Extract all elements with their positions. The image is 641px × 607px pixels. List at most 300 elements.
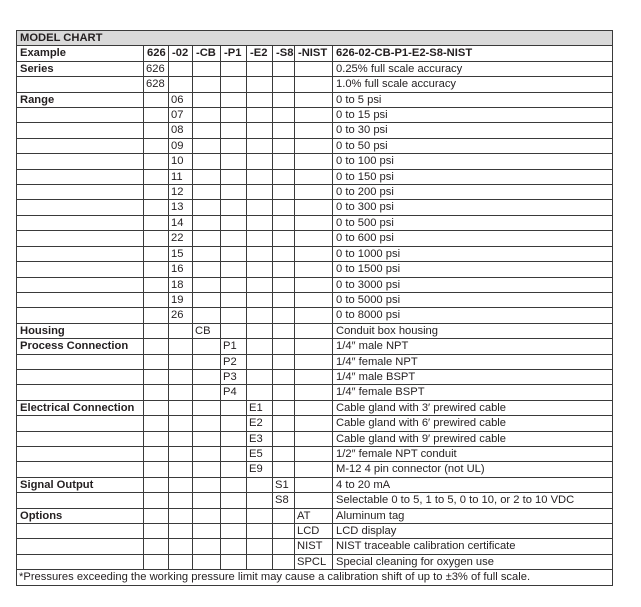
empty-cell bbox=[144, 185, 169, 200]
range-description: 0 to 1500 psi bbox=[333, 262, 613, 277]
range-description: 0 to 15 psi bbox=[333, 108, 613, 123]
empty-cell bbox=[17, 246, 144, 261]
empty-cell bbox=[273, 200, 295, 215]
empty-cell bbox=[221, 539, 247, 554]
electrical-connection-code: E2 bbox=[247, 416, 273, 431]
signal-output-description: 4 to 20 mA bbox=[333, 477, 613, 492]
empty-cell bbox=[273, 539, 295, 554]
range-description: 0 to 1000 psi bbox=[333, 246, 613, 261]
empty-cell bbox=[169, 508, 193, 523]
empty-cell bbox=[169, 385, 193, 400]
empty-cell bbox=[193, 108, 221, 123]
empty-cell bbox=[17, 493, 144, 508]
empty-cell bbox=[144, 200, 169, 215]
empty-cell bbox=[247, 369, 273, 384]
empty-cell bbox=[144, 231, 169, 246]
electrical-connection-description: M-12 4 pin connector (not UL) bbox=[333, 462, 613, 477]
signal-output-code: S1 bbox=[273, 477, 295, 492]
empty-cell bbox=[247, 200, 273, 215]
model-chart-table bbox=[16, 30, 613, 586]
empty-cell bbox=[247, 108, 273, 123]
range-description: 0 to 500 psi bbox=[333, 215, 613, 230]
empty-cell bbox=[247, 554, 273, 569]
empty-cell bbox=[273, 308, 295, 323]
process-connection-description: 1/4″ male BSPT bbox=[333, 369, 613, 384]
empty-cell bbox=[221, 262, 247, 277]
empty-cell bbox=[144, 539, 169, 554]
electrical-connection-description: Cable gland with 9′ prewired cable bbox=[333, 431, 613, 446]
empty-cell bbox=[273, 385, 295, 400]
range-description: 0 to 5000 psi bbox=[333, 292, 613, 307]
range-code: 10 bbox=[169, 154, 193, 169]
housing-code: CB bbox=[193, 323, 221, 338]
empty-cell bbox=[221, 200, 247, 215]
table-row bbox=[17, 200, 613, 215]
empty-cell bbox=[273, 246, 295, 261]
empty-cell bbox=[295, 200, 333, 215]
table-row bbox=[17, 416, 613, 431]
range-code: 13 bbox=[169, 200, 193, 215]
table-row bbox=[17, 323, 613, 338]
empty-cell bbox=[221, 169, 247, 184]
table-row bbox=[17, 292, 613, 307]
example-range-code: -02 bbox=[169, 46, 193, 61]
empty-cell bbox=[221, 554, 247, 569]
empty-cell bbox=[247, 308, 273, 323]
empty-cell bbox=[247, 61, 273, 76]
empty-cell bbox=[295, 92, 333, 107]
empty-cell bbox=[144, 462, 169, 477]
example-signal-code: -S8 bbox=[273, 46, 295, 61]
empty-cell bbox=[247, 477, 273, 492]
range-code: 07 bbox=[169, 108, 193, 123]
empty-cell bbox=[144, 431, 169, 446]
section-label-range: Range bbox=[17, 92, 144, 107]
table-row bbox=[17, 108, 613, 123]
empty-cell bbox=[295, 262, 333, 277]
series-code: 628 bbox=[144, 77, 169, 92]
empty-cell bbox=[221, 215, 247, 230]
series-description: 0.25% full scale accuracy bbox=[333, 61, 613, 76]
empty-cell bbox=[273, 508, 295, 523]
empty-cell bbox=[144, 446, 169, 461]
table-row bbox=[17, 539, 613, 554]
empty-cell bbox=[17, 446, 144, 461]
empty-cell bbox=[221, 508, 247, 523]
range-code: 22 bbox=[169, 231, 193, 246]
empty-cell bbox=[221, 308, 247, 323]
empty-cell bbox=[193, 539, 221, 554]
empty-cell bbox=[247, 169, 273, 184]
range-code: 26 bbox=[169, 308, 193, 323]
empty-cell bbox=[221, 323, 247, 338]
table-row bbox=[17, 369, 613, 384]
example-model-number: 626-02-CB-P1-E2-S8-NIST bbox=[333, 46, 613, 61]
empty-cell bbox=[273, 339, 295, 354]
empty-cell bbox=[221, 246, 247, 261]
empty-cell bbox=[169, 539, 193, 554]
empty-cell bbox=[247, 277, 273, 292]
empty-cell bbox=[193, 369, 221, 384]
empty-cell bbox=[17, 416, 144, 431]
empty-cell bbox=[295, 154, 333, 169]
empty-cell bbox=[295, 231, 333, 246]
empty-cell bbox=[144, 246, 169, 261]
options-code: LCD bbox=[295, 524, 333, 539]
empty-cell bbox=[144, 169, 169, 184]
empty-cell bbox=[169, 77, 193, 92]
empty-cell bbox=[273, 154, 295, 169]
empty-cell bbox=[221, 61, 247, 76]
empty-cell bbox=[273, 138, 295, 153]
empty-cell bbox=[193, 554, 221, 569]
empty-cell bbox=[221, 277, 247, 292]
empty-cell bbox=[221, 477, 247, 492]
empty-cell bbox=[17, 154, 144, 169]
empty-cell bbox=[193, 123, 221, 138]
empty-cell bbox=[144, 354, 169, 369]
process-connection-description: 1/4″ female BSPT bbox=[333, 385, 613, 400]
table-row bbox=[17, 477, 613, 492]
empty-cell bbox=[17, 308, 144, 323]
electrical-connection-code: E9 bbox=[247, 462, 273, 477]
empty-cell bbox=[295, 77, 333, 92]
empty-cell bbox=[144, 385, 169, 400]
empty-cell bbox=[193, 400, 221, 415]
table-row bbox=[17, 61, 613, 76]
process-connection-code: P1 bbox=[221, 339, 247, 354]
empty-cell bbox=[247, 493, 273, 508]
range-description: 0 to 50 psi bbox=[333, 138, 613, 153]
empty-cell bbox=[221, 185, 247, 200]
empty-cell bbox=[273, 231, 295, 246]
empty-cell bbox=[17, 138, 144, 153]
table-row bbox=[17, 308, 613, 323]
range-description: 0 to 3000 psi bbox=[333, 277, 613, 292]
empty-cell bbox=[295, 323, 333, 338]
empty-cell bbox=[273, 92, 295, 107]
housing-description: Conduit box housing bbox=[333, 323, 613, 338]
electrical-connection-code: E1 bbox=[247, 400, 273, 415]
empty-cell bbox=[247, 323, 273, 338]
empty-cell bbox=[247, 215, 273, 230]
empty-cell bbox=[193, 215, 221, 230]
empty-cell bbox=[17, 185, 144, 200]
empty-cell bbox=[17, 354, 144, 369]
options-description: Special cleaning for oxygen use bbox=[333, 554, 613, 569]
range-code: 14 bbox=[169, 215, 193, 230]
empty-cell bbox=[273, 123, 295, 138]
empty-cell bbox=[17, 539, 144, 554]
empty-cell bbox=[247, 231, 273, 246]
process-connection-description: 1/4″ female NPT bbox=[333, 354, 613, 369]
empty-cell bbox=[169, 354, 193, 369]
electrical-connection-description: 1/2″ female NPT conduit bbox=[333, 446, 613, 461]
empty-cell bbox=[17, 554, 144, 569]
empty-cell bbox=[193, 185, 221, 200]
empty-cell bbox=[273, 416, 295, 431]
empty-cell bbox=[273, 277, 295, 292]
empty-cell bbox=[17, 169, 144, 184]
footnote: *Pressures exceeding the working pressure limit may cause a calibration shift of up to ±3% of full scale. bbox=[17, 570, 613, 585]
section-label-process-connection: Process Connection bbox=[17, 339, 144, 354]
empty-cell bbox=[17, 123, 144, 138]
range-description: 0 to 100 psi bbox=[333, 154, 613, 169]
empty-cell bbox=[295, 416, 333, 431]
empty-cell bbox=[17, 262, 144, 277]
empty-cell bbox=[295, 369, 333, 384]
empty-cell bbox=[295, 246, 333, 261]
empty-cell bbox=[221, 446, 247, 461]
empty-cell bbox=[273, 554, 295, 569]
section-label-series: Series bbox=[17, 61, 144, 76]
empty-cell bbox=[247, 123, 273, 138]
empty-cell bbox=[273, 77, 295, 92]
empty-cell bbox=[221, 138, 247, 153]
empty-cell bbox=[273, 462, 295, 477]
options-code: NIST bbox=[295, 539, 333, 554]
empty-cell bbox=[273, 524, 295, 539]
empty-cell bbox=[193, 292, 221, 307]
table-row bbox=[17, 185, 613, 200]
empty-cell bbox=[169, 61, 193, 76]
electrical-connection-description: Cable gland with 6′ prewired cable bbox=[333, 416, 613, 431]
empty-cell bbox=[193, 231, 221, 246]
empty-cell bbox=[193, 200, 221, 215]
empty-cell bbox=[169, 524, 193, 539]
options-code: AT bbox=[295, 508, 333, 523]
example-label: Example bbox=[17, 46, 144, 61]
options-code: SPCL bbox=[295, 554, 333, 569]
empty-cell bbox=[295, 493, 333, 508]
section-label-signal-output: Signal Output bbox=[17, 477, 144, 492]
empty-cell bbox=[169, 477, 193, 492]
empty-cell bbox=[144, 323, 169, 338]
empty-cell bbox=[17, 200, 144, 215]
empty-cell bbox=[144, 416, 169, 431]
empty-cell bbox=[144, 262, 169, 277]
empty-cell bbox=[295, 292, 333, 307]
table-row bbox=[17, 524, 613, 539]
process-connection-code: P3 bbox=[221, 369, 247, 384]
empty-cell bbox=[144, 138, 169, 153]
empty-cell bbox=[295, 277, 333, 292]
process-connection-code: P2 bbox=[221, 354, 247, 369]
empty-cell bbox=[221, 524, 247, 539]
empty-cell bbox=[273, 323, 295, 338]
empty-cell bbox=[144, 215, 169, 230]
range-code: 18 bbox=[169, 277, 193, 292]
table-row bbox=[17, 446, 613, 461]
range-code: 15 bbox=[169, 246, 193, 261]
empty-cell bbox=[221, 493, 247, 508]
table-row bbox=[17, 169, 613, 184]
empty-cell bbox=[193, 385, 221, 400]
table-row bbox=[17, 138, 613, 153]
empty-cell bbox=[221, 462, 247, 477]
empty-cell bbox=[144, 493, 169, 508]
empty-cell bbox=[247, 508, 273, 523]
empty-cell bbox=[247, 524, 273, 539]
series-description: 1.0% full scale accuracy bbox=[333, 77, 613, 92]
empty-cell bbox=[17, 277, 144, 292]
empty-cell bbox=[273, 61, 295, 76]
example-header-row bbox=[17, 46, 613, 61]
empty-cell bbox=[193, 431, 221, 446]
series-code: 626 bbox=[144, 61, 169, 76]
table-row bbox=[17, 339, 613, 354]
table-row bbox=[17, 92, 613, 107]
empty-cell bbox=[221, 400, 247, 415]
empty-cell bbox=[193, 246, 221, 261]
empty-cell bbox=[295, 308, 333, 323]
signal-output-code: S8 bbox=[273, 493, 295, 508]
empty-cell bbox=[247, 262, 273, 277]
empty-cell bbox=[193, 92, 221, 107]
empty-cell bbox=[193, 154, 221, 169]
empty-cell bbox=[17, 369, 144, 384]
signal-output-description: Selectable 0 to 5, 1 to 5, 0 to 10, or 2 to 10 VDC bbox=[333, 493, 613, 508]
example-housing-code: -CB bbox=[193, 46, 221, 61]
empty-cell bbox=[144, 524, 169, 539]
options-description: Aluminum tag bbox=[333, 508, 613, 523]
table-row bbox=[17, 262, 613, 277]
table-row bbox=[17, 400, 613, 415]
empty-cell bbox=[169, 339, 193, 354]
range-description: 0 to 600 psi bbox=[333, 231, 613, 246]
section-label-electrical-connection: Electrical Connection bbox=[17, 400, 144, 415]
empty-cell bbox=[144, 154, 169, 169]
empty-cell bbox=[193, 262, 221, 277]
table-row bbox=[17, 462, 613, 477]
empty-cell bbox=[193, 277, 221, 292]
range-code: 12 bbox=[169, 185, 193, 200]
table-row bbox=[17, 123, 613, 138]
empty-cell bbox=[169, 323, 193, 338]
empty-cell bbox=[273, 108, 295, 123]
table-row bbox=[17, 385, 613, 400]
range-description: 0 to 200 psi bbox=[333, 185, 613, 200]
empty-cell bbox=[295, 108, 333, 123]
empty-cell bbox=[144, 477, 169, 492]
range-description: 0 to 5 psi bbox=[333, 92, 613, 107]
empty-cell bbox=[273, 431, 295, 446]
options-description: LCD display bbox=[333, 524, 613, 539]
footnote-row bbox=[17, 570, 613, 585]
empty-cell bbox=[221, 292, 247, 307]
empty-cell bbox=[17, 385, 144, 400]
process-connection-code: P4 bbox=[221, 385, 247, 400]
range-code: 19 bbox=[169, 292, 193, 307]
empty-cell bbox=[221, 154, 247, 169]
empty-cell bbox=[17, 462, 144, 477]
empty-cell bbox=[169, 462, 193, 477]
empty-cell bbox=[144, 308, 169, 323]
empty-cell bbox=[17, 292, 144, 307]
table-row bbox=[17, 246, 613, 261]
empty-cell bbox=[193, 477, 221, 492]
empty-cell bbox=[247, 92, 273, 107]
empty-cell bbox=[295, 61, 333, 76]
range-description: 0 to 30 psi bbox=[333, 123, 613, 138]
empty-cell bbox=[295, 339, 333, 354]
empty-cell bbox=[247, 339, 273, 354]
table-row bbox=[17, 354, 613, 369]
range-code: 06 bbox=[169, 92, 193, 107]
empty-cell bbox=[221, 231, 247, 246]
empty-cell bbox=[144, 554, 169, 569]
table-row bbox=[17, 231, 613, 246]
empty-cell bbox=[273, 354, 295, 369]
empty-cell bbox=[17, 524, 144, 539]
empty-cell bbox=[144, 92, 169, 107]
empty-cell bbox=[144, 508, 169, 523]
range-description: 0 to 300 psi bbox=[333, 200, 613, 215]
empty-cell bbox=[17, 231, 144, 246]
empty-cell bbox=[273, 446, 295, 461]
electrical-connection-description: Cable gland with 3′ prewired cable bbox=[333, 400, 613, 415]
empty-cell bbox=[193, 308, 221, 323]
range-code: 11 bbox=[169, 169, 193, 184]
empty-cell bbox=[295, 354, 333, 369]
empty-cell bbox=[193, 462, 221, 477]
empty-cell bbox=[221, 77, 247, 92]
empty-cell bbox=[247, 292, 273, 307]
options-description: NIST traceable calibration certificate bbox=[333, 539, 613, 554]
empty-cell bbox=[17, 215, 144, 230]
empty-cell bbox=[273, 369, 295, 384]
empty-cell bbox=[193, 138, 221, 153]
empty-cell bbox=[295, 215, 333, 230]
empty-cell bbox=[144, 369, 169, 384]
electrical-connection-code: E3 bbox=[247, 431, 273, 446]
empty-cell bbox=[193, 508, 221, 523]
range-description: 0 to 150 psi bbox=[333, 169, 613, 184]
empty-cell bbox=[169, 446, 193, 461]
empty-cell bbox=[169, 416, 193, 431]
table-row bbox=[17, 508, 613, 523]
empty-cell bbox=[273, 262, 295, 277]
empty-cell bbox=[295, 385, 333, 400]
empty-cell bbox=[247, 185, 273, 200]
empty-cell bbox=[247, 246, 273, 261]
empty-cell bbox=[144, 400, 169, 415]
empty-cell bbox=[193, 354, 221, 369]
table-row bbox=[17, 77, 613, 92]
empty-cell bbox=[247, 138, 273, 153]
table-row bbox=[17, 431, 613, 446]
example-electrical-code: -E2 bbox=[247, 46, 273, 61]
empty-cell bbox=[295, 462, 333, 477]
table-row bbox=[17, 554, 613, 569]
section-label-housing: Housing bbox=[17, 323, 144, 338]
empty-cell bbox=[144, 108, 169, 123]
empty-cell bbox=[144, 292, 169, 307]
empty-cell bbox=[273, 185, 295, 200]
empty-cell bbox=[169, 369, 193, 384]
empty-cell bbox=[17, 431, 144, 446]
empty-cell bbox=[221, 123, 247, 138]
empty-cell bbox=[273, 292, 295, 307]
empty-cell bbox=[295, 446, 333, 461]
empty-cell bbox=[193, 169, 221, 184]
empty-cell bbox=[193, 339, 221, 354]
empty-cell bbox=[17, 77, 144, 92]
example-series-code: 626 bbox=[144, 46, 169, 61]
empty-cell bbox=[273, 169, 295, 184]
empty-cell bbox=[247, 354, 273, 369]
empty-cell bbox=[273, 400, 295, 415]
